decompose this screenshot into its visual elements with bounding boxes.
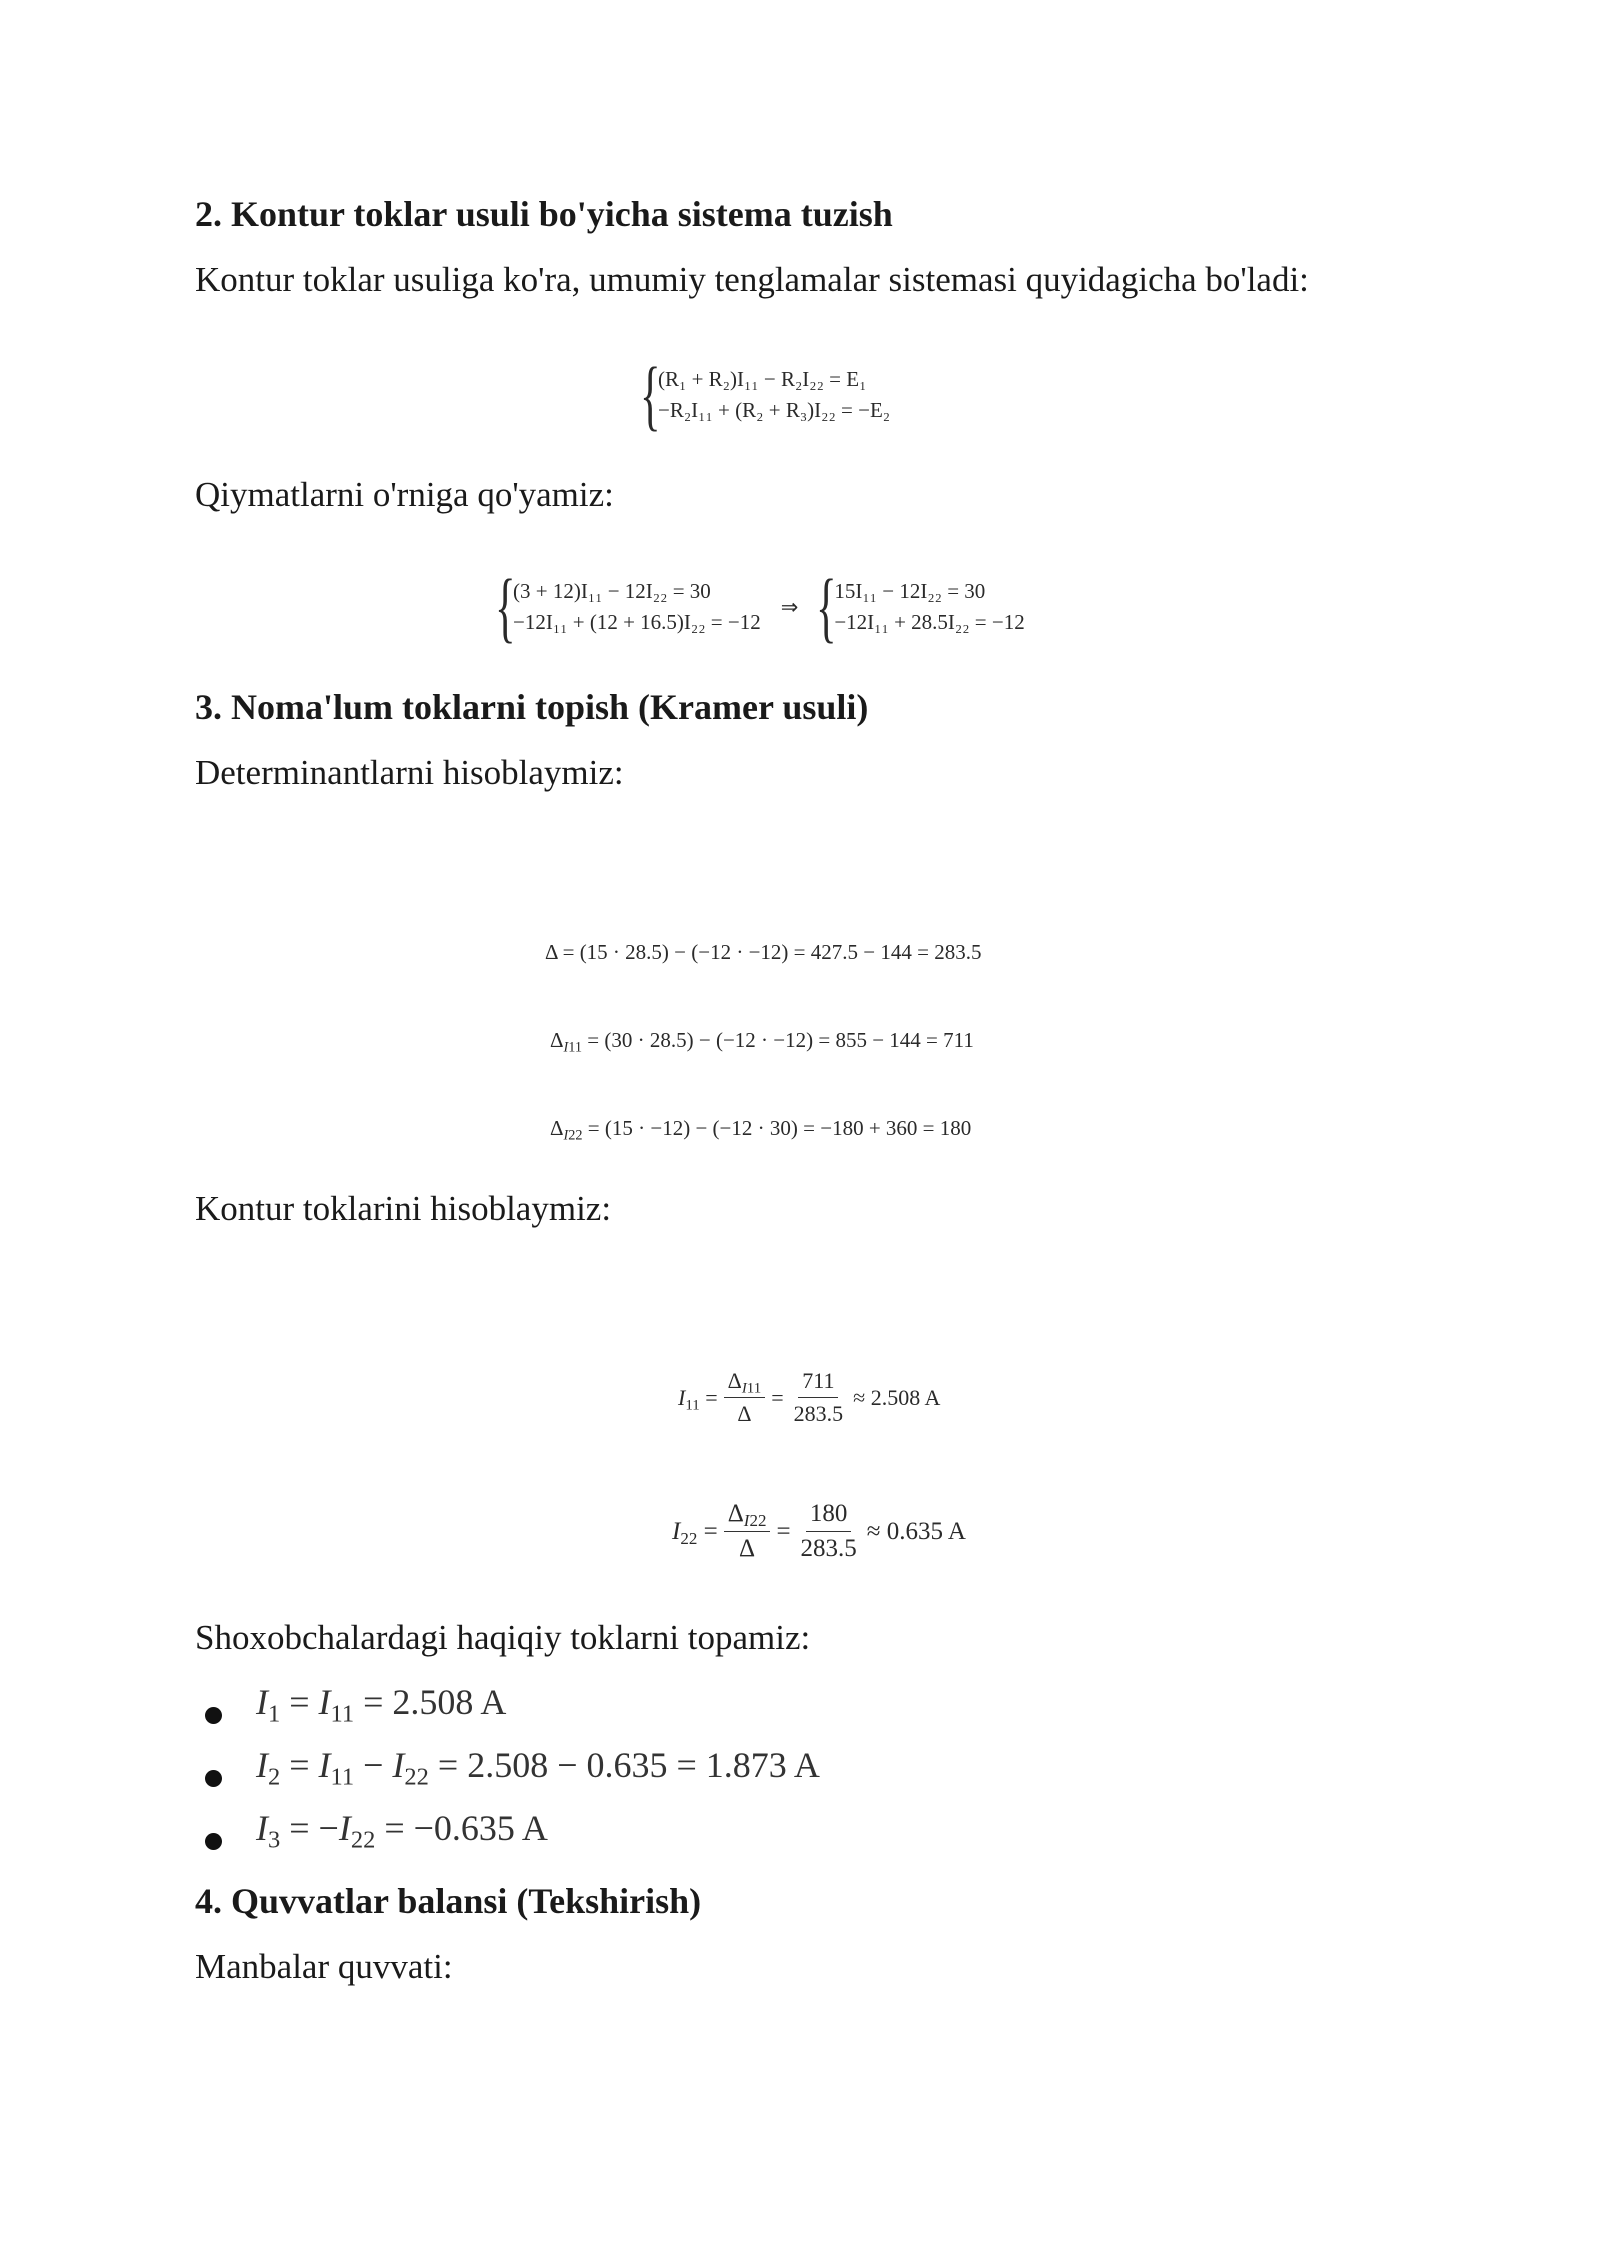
section-2-intro: Kontur toklar usuliga ko'ra, umumiy tenglamalar sistemasi quyidagicha bo'ladi: [195,260,1309,299]
numeric-equation-left-2: −12I₁₁ + (12 + 16.5)I₂₂ = −12 [513,610,761,635]
brace-glyph: { [640,351,661,438]
section-3-heading: 3. Noma'lum toklarni topish (Kramer usuli) [195,687,869,727]
numeric-equation-system [495,563,1025,650]
branch-current-3: = −0.635 A [384,1807,548,1848]
brace-glyph: { [816,563,837,650]
i11-denominator: 283.5 [793,1401,844,1426]
section-4-heading: 4. Quvvatlar balansi (Tekshirish) [195,1881,702,1921]
i11-numerator: 711 [798,1368,838,1398]
implies-arrow: ⇒ [780,594,799,619]
bullet-icon [205,1833,222,1850]
general-equation-system [640,351,891,438]
current-i22-formula: $I_{22}$ = $\frac{\Delta_{I22}}{\Delta}$ = $\frac{180}{283.5}$ ≈ 0.635 A [672,1500,966,1562]
branch-current-1: = 2.508 A [363,1681,507,1722]
brace-glyph: { [495,563,516,650]
determinant-i11: $\Delta_{I11} = (30 \cdot 28.5) - (-12 \cdot -12) = 855 - 144 = 711$ [550,1028,974,1056]
branch-current-2: = 2.508 − 0.635 = 1.873 A [437,1744,820,1785]
determinant-i22: $\Delta_{I22} = (15 \cdot -12) - (-12 \cdot 30) = -180 + 360 = 180$ [550,1116,972,1144]
list-item: $I_2 = I_{11} - I_{22} = 2.508 - 0.635 = 1.873$ A [205,1733,820,1796]
list-item: $I_1 = I_{11} = 2.508$ A [205,1670,820,1733]
numeric-equation-right-1: 15I₁₁ − 12I₂₂ = 30 [834,579,986,604]
branch-currents-intro: Shoxobchalardagi haqiqiy toklarni topamiz: [195,1618,811,1657]
determinant-main: Δ = (15 · 28.5) − (−12 · −12) = 427.5 − 144 = 283.5 [545,940,982,964]
i11-result: ≈ 2.508 A [853,1384,941,1410]
bullet-icon [205,1707,222,1724]
general-equation-1: (R₁ + R₂)I₁₁ − R₂I₂₂ = E₁ [658,367,867,392]
numeric-equation-right-2: −12I₁₁ + 28.5I₂₂ = −12 [834,610,1025,635]
i22-numerator: 180 [806,1500,852,1532]
section-2-heading: 2. Kontur toklar usuli bo'yicha sistema tuzish [195,194,893,234]
determinants-intro: Determinantlarni hisoblaymiz: [195,753,624,792]
general-equation-2: −R₂I₁₁ + (R₂ + R₃)I₂₂ = −E₂ [658,398,891,423]
substitute-paragraph: Qiymatlarni o'rniga qo'yamiz: [195,475,614,514]
bullet-icon [205,1770,222,1787]
contour-currents-intro: Kontur toklarini hisoblaymiz: [195,1189,612,1228]
current-i11-formula: $I_{11}$ = $\frac{\Delta_{I11}}{\Delta}$ = $\frac{711}{283.5}$ ≈ 2.508 A [678,1368,941,1426]
branch-currents-list [205,1670,820,1859]
source-power-intro: Manbalar quvvati: [195,1947,453,1986]
determinant-i11-value: = (30 · 28.5) − (−12 · −12) = 855 − 144 = 711 [587,1028,974,1052]
numeric-equation-left-1: (3 + 12)I₁₁ − 12I₂₂ = 30 [513,579,711,604]
determinant-i22-value: = (15 · −12) − (−12 · 30) = −180 + 360 = 180 [587,1116,972,1140]
list-item: $I_3 = -I_{22} = -0.635$ A [205,1796,820,1859]
i22-denominator: 283.5 [800,1535,857,1562]
i22-result: ≈ 0.635 A [866,1517,966,1545]
